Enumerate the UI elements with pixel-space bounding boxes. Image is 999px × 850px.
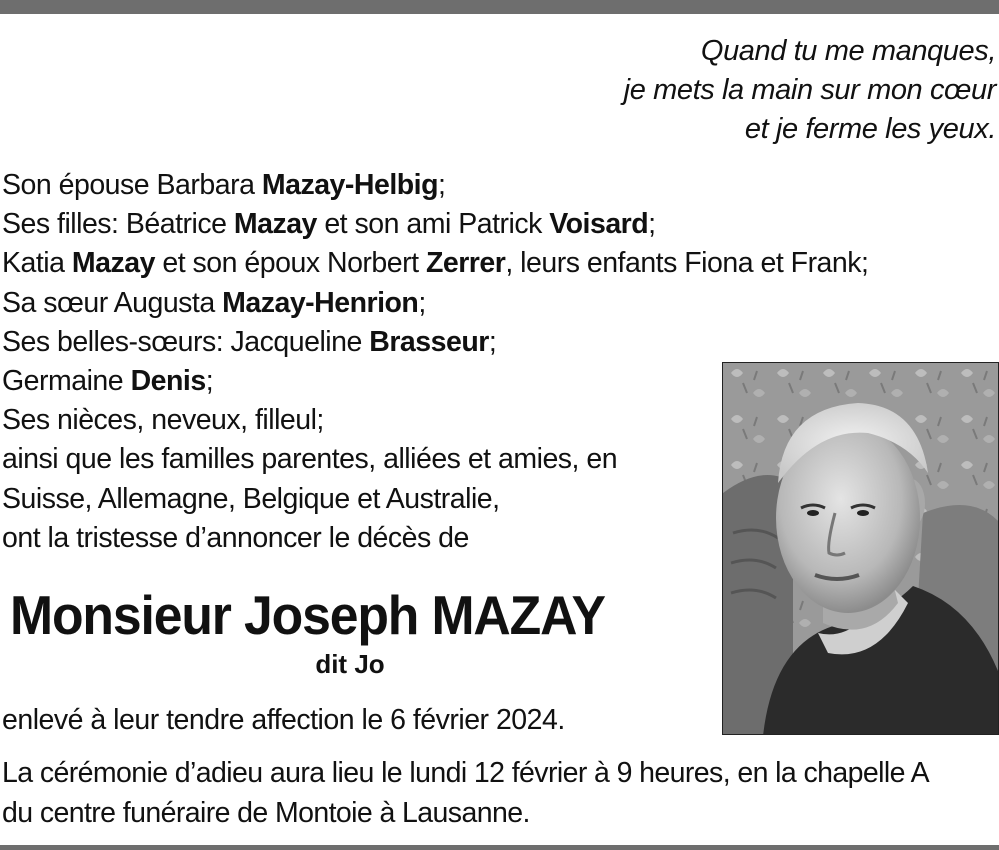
family-text: Son épouse Barbara <box>2 169 262 201</box>
quote-line: Quand tu me manques, <box>700 35 996 67</box>
family-line <box>2 166 868 205</box>
epigraph-quote <box>624 32 996 149</box>
family-line <box>2 205 868 244</box>
surname: Mazay-Henrion <box>222 286 419 319</box>
family-text: Ses nièces, neveux, filleul; <box>2 404 324 437</box>
family-text: ; <box>648 208 656 241</box>
surname: Brasseur <box>369 325 489 358</box>
family-text: Germaine <box>2 365 131 398</box>
ceremony-details <box>2 753 929 833</box>
family-text: ; <box>418 286 426 319</box>
family-text: ; <box>205 365 214 398</box>
surname: Mazay <box>71 247 155 280</box>
family-line <box>2 244 868 283</box>
family-text: ; <box>488 325 497 358</box>
family-text: , leurs enfants Fiona et Frank; <box>505 247 869 280</box>
portrait-photo <box>722 362 999 735</box>
deceased-name: Monsieur Joseph MAZAY <box>10 584 605 646</box>
family-line <box>2 323 868 362</box>
quote-line: et je ferme les yeux. <box>744 113 996 145</box>
bottom-rule <box>0 845 999 850</box>
ceremony-line: du centre funéraire de Montoie à Lausanne. <box>2 797 530 829</box>
family-text: ainsi que les familles parentes, alliées et amies, en <box>2 443 618 476</box>
surname: Zerrer <box>425 247 506 280</box>
family-text: et son ami Patrick <box>316 208 550 241</box>
family-text: ont la tristesse d’annoncer le décès de <box>2 521 469 554</box>
family-text: ; <box>437 169 446 201</box>
portrait-image <box>723 363 999 735</box>
top-rule <box>0 0 999 14</box>
family-text: Katia <box>2 247 72 280</box>
family-text: et son époux Norbert <box>154 247 426 280</box>
quote-line: je mets la main sur mon cœur <box>623 74 996 106</box>
family-text: Ses filles: Béatrice <box>2 208 234 241</box>
ceremony-line: La cérémonie d’adieu aura lieu le lundi 12 février à 9 heures, en la chapelle A <box>2 757 929 789</box>
departed-text: enlevé à leur tendre affection le 6 février 2024. <box>2 704 565 736</box>
family-text: Suisse, Allemagne, Belgique et Australie, <box>2 482 500 515</box>
family-text: Sa sœur Augusta <box>2 286 223 319</box>
surname: Denis <box>130 365 206 398</box>
deceased-nickname: dit Jo <box>315 649 385 679</box>
surname: Mazay-Helbig <box>261 169 438 201</box>
surname: Mazay <box>233 208 317 241</box>
surname: Voisard <box>549 208 649 241</box>
family-text: Ses belles-sœurs: Jacqueline <box>2 325 370 358</box>
family-line <box>2 284 868 323</box>
